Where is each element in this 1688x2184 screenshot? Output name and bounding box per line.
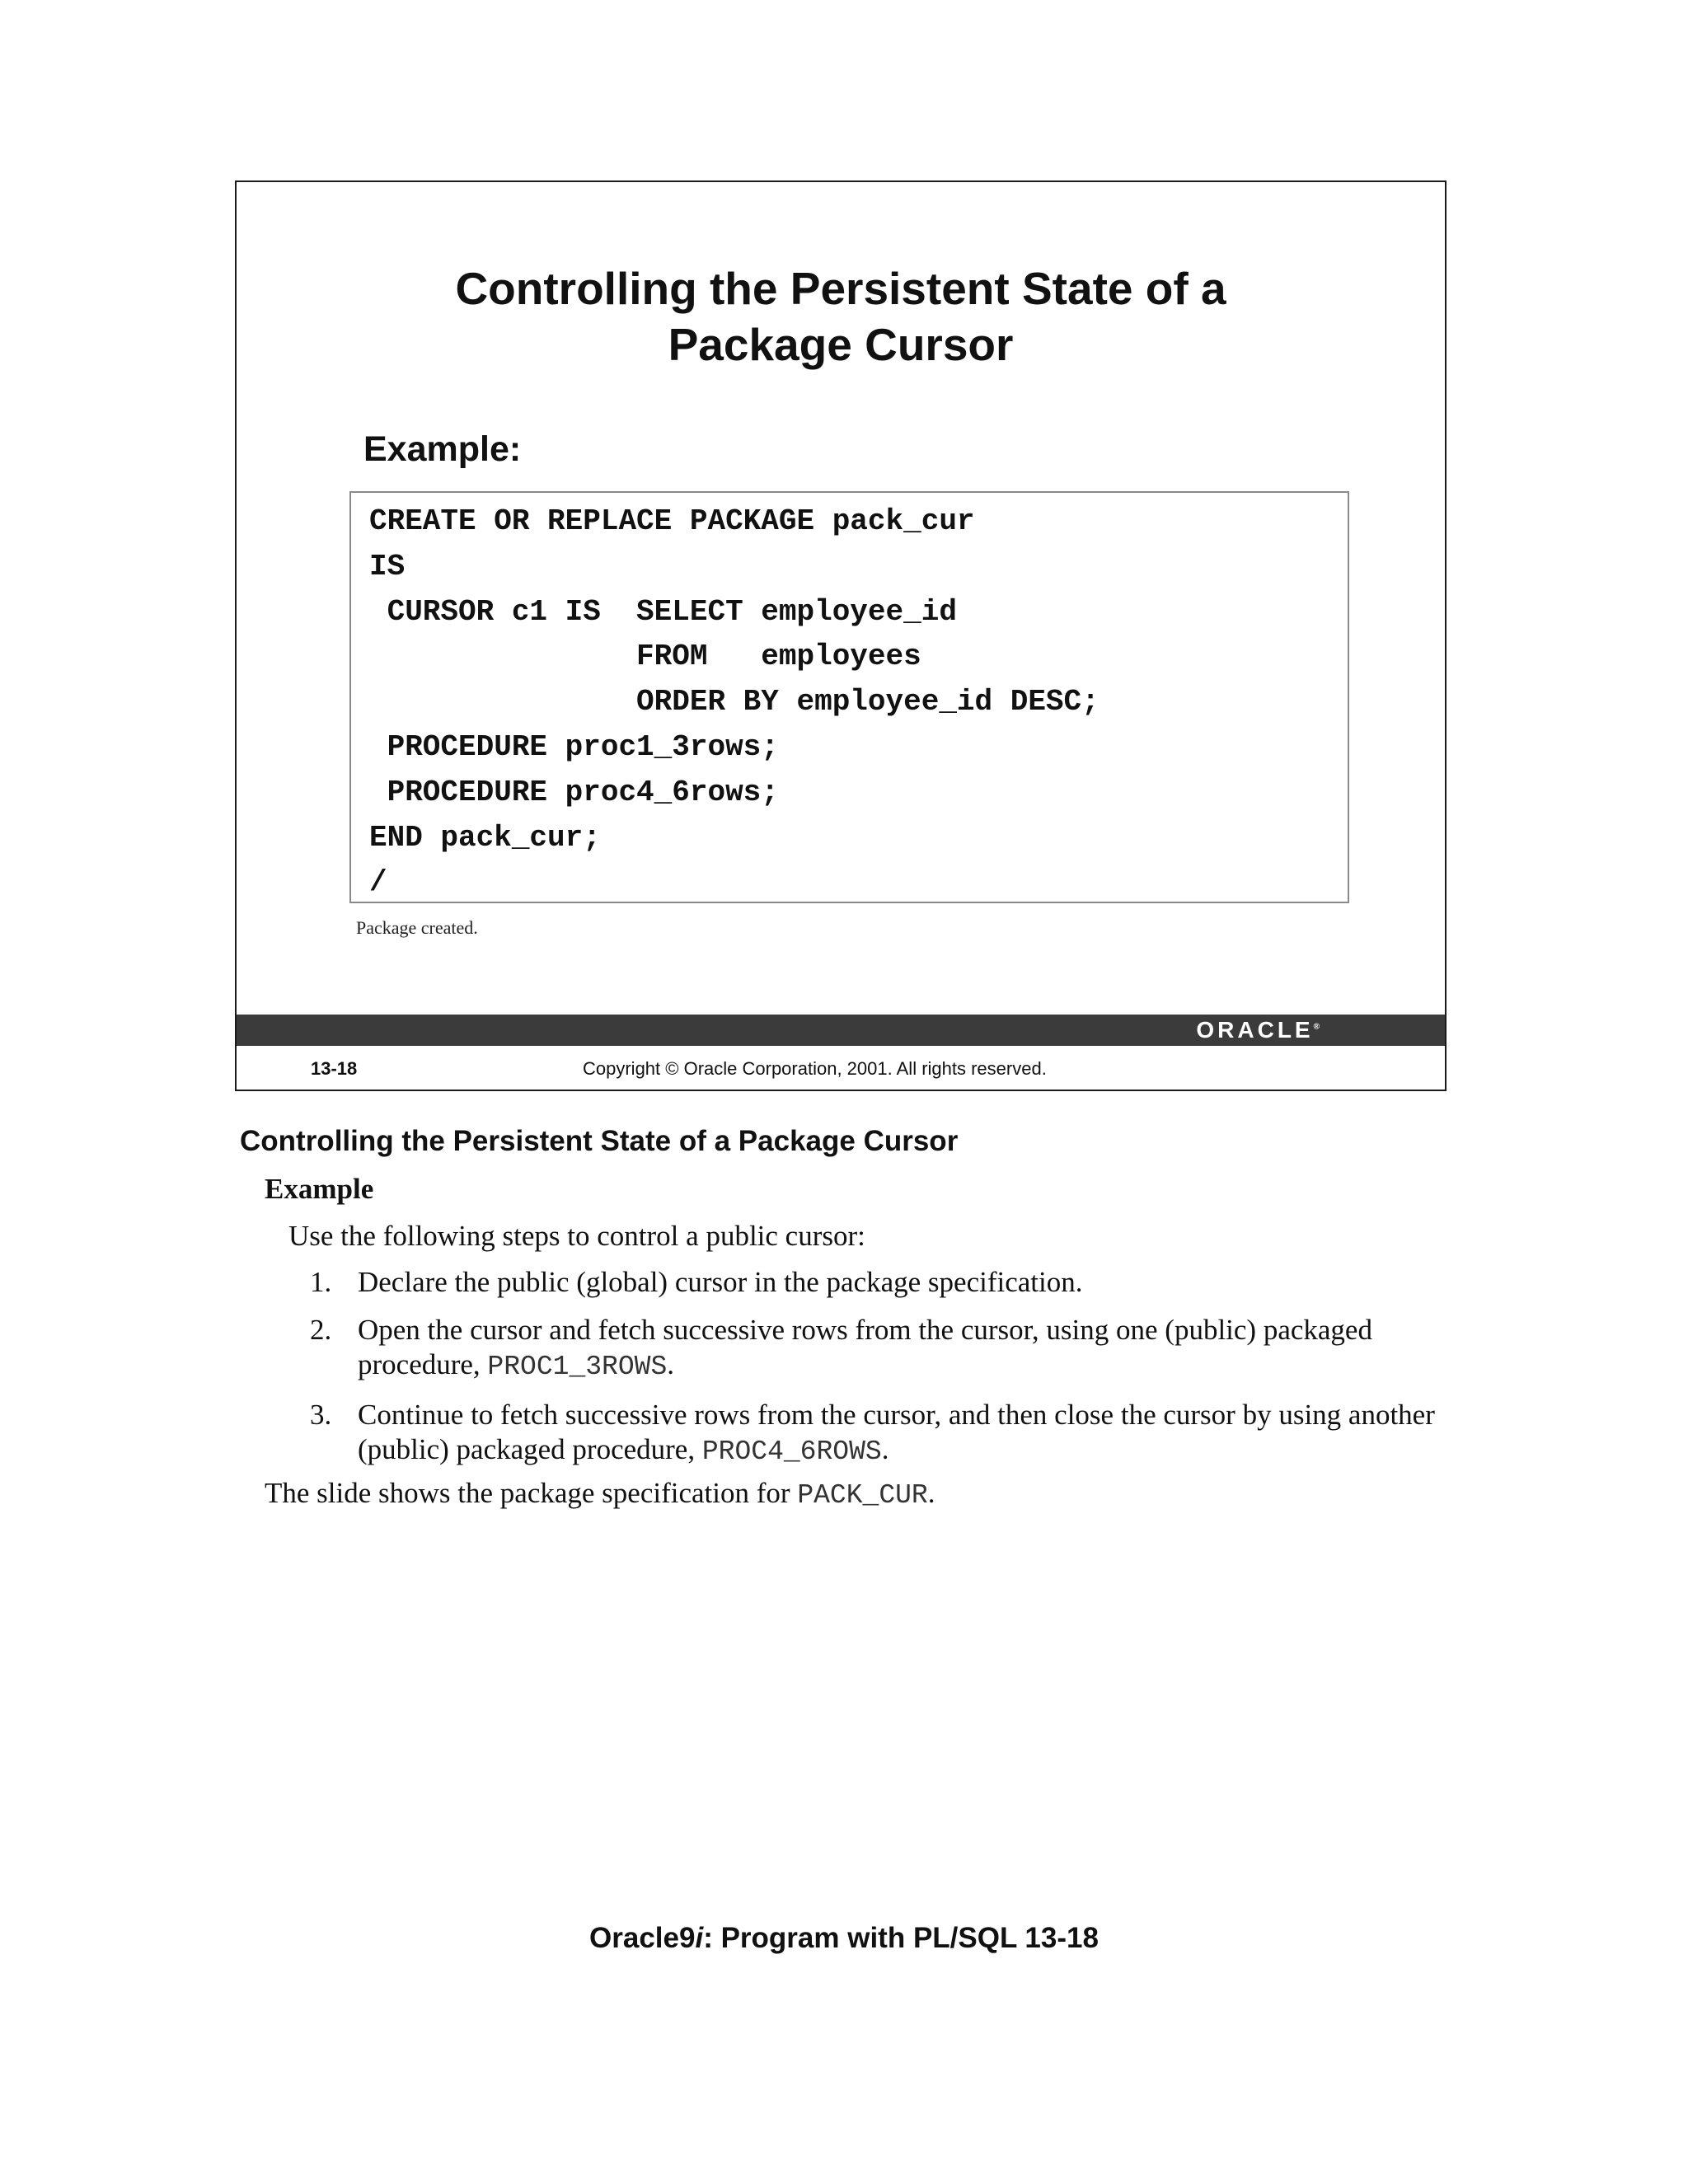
step-item [310,1313,1497,1385]
slide-title-line-2: Package Cursor [668,319,1014,370]
code-line: CURSOR c1 IS SELECT employee_id [369,594,957,629]
step-text: Open the cursor and fetch successive rows from the cursor, using one (public) packaged procedure, [358,1314,1372,1380]
code-line: FROM employees [369,640,921,674]
slide-title [237,260,1445,373]
step-end: . [667,1348,675,1380]
code-line: PROCEDURE proc1_3rows; [369,729,779,764]
step-number: 2. [310,1314,332,1346]
closing-text: The slide shows the package specification for [265,1477,798,1509]
step-item [310,1398,1497,1469]
closing-end: . [927,1477,935,1509]
notes-intro: Use the following steps to control a public cursor: [288,1220,865,1252]
page-footer [0,1922,1688,1955]
code-line: END pack_cur; [369,820,601,855]
step-code: PROC1_3ROWS [487,1352,668,1382]
slide-title-line-1: Controlling the Persistent State of a [455,263,1226,314]
code-line: ORDER BY employee_id DESC; [369,685,1100,719]
closing-code: PACK_CUR [797,1480,928,1511]
slide [235,180,1447,1091]
oracle-logo [1196,1017,1320,1043]
footer-italic: i [695,1922,704,1954]
notes-closing [265,1477,935,1511]
code-block [349,491,1349,903]
code-line: IS [369,549,406,583]
code-line: CREATE OR REPLACE PACKAGE pack_cur [369,504,975,538]
registered-mark-icon: ® [1313,1022,1320,1032]
footer-prefix: Oracle9 [589,1922,696,1954]
step-text: Declare the public (global) cursor in the package specification. [358,1266,1083,1298]
step-number: 1. [310,1266,332,1298]
code-line: PROCEDURE proc4_6rows; [369,775,779,809]
step-end: . [881,1433,889,1465]
footer-suffix: : Program with PL/SQL 13-18 [703,1922,1099,1954]
result-text: Package created. [356,917,478,938]
code-line: / [369,865,387,900]
oracle-logo-text: ORACLE [1196,1017,1314,1043]
step-number: 3. [310,1399,332,1431]
steps-list [310,1265,1497,1483]
copyright-text: Copyright © Oracle Corporation, 2001. All rights reserved. [583,1058,1047,1079]
notes-heading: Controlling the Persistent State of a Package Cursor [240,1125,959,1157]
step-item [310,1265,1497,1300]
step-text: Continue to fetch successive rows from the cursor, and then close the cursor by using another (public) packaged procedure, [358,1399,1435,1465]
step-code: PROC4_6ROWS [701,1436,882,1467]
example-label: Example: [363,429,522,469]
oracle-bar [237,1015,1445,1046]
notes-subheading: Example [265,1173,374,1205]
slide-number: 13-18 [311,1058,358,1079]
